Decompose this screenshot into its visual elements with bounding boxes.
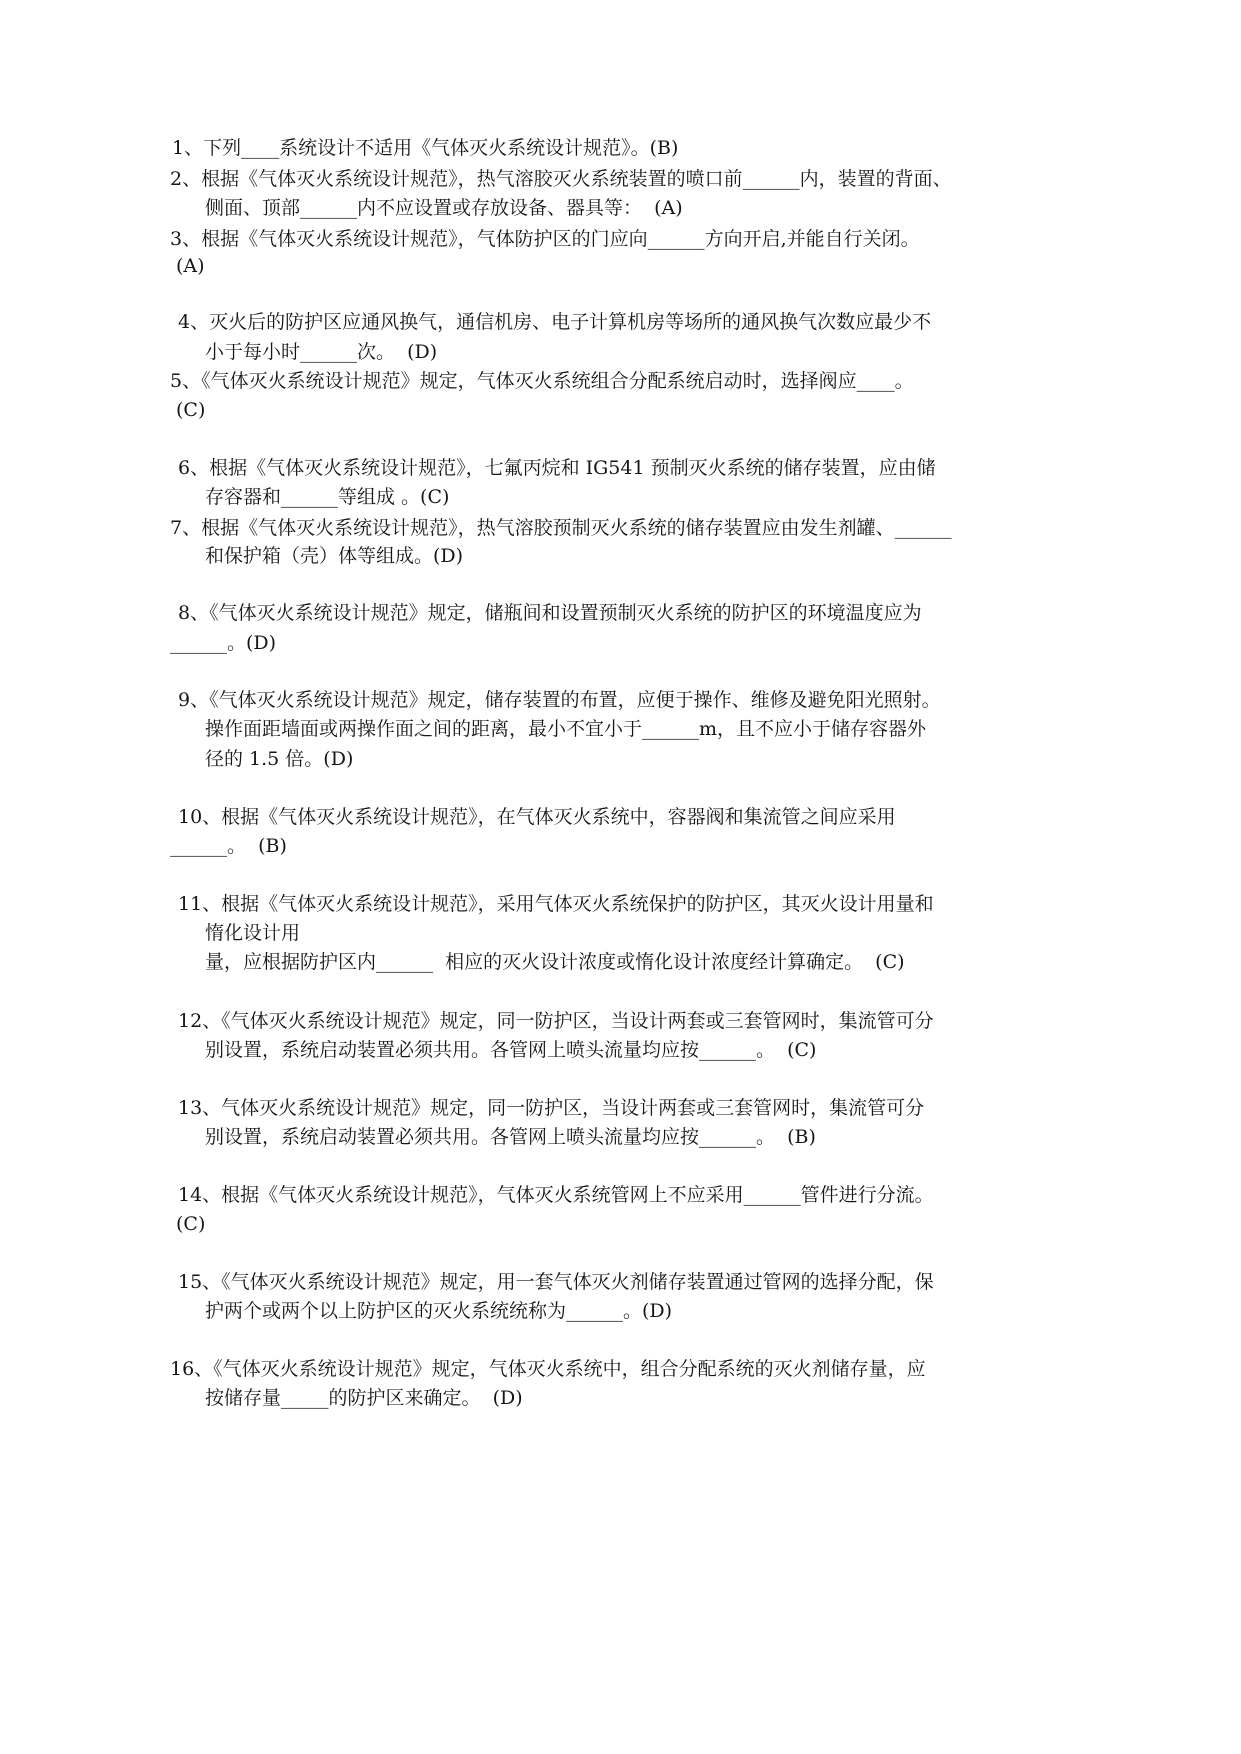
question-11-line-2: 惰化设计用 xyxy=(205,922,301,944)
question-14-line-2: (C) xyxy=(176,1213,206,1235)
question-11-line-3: 量，应根据防护区内______ 相应的灭火设计浓度或惰化设计浓度经计算确定。 (C) xyxy=(205,951,905,973)
question-8-line-1: 8、《气体灭火系统设计规范》规定，储瓶间和设置预制灭火系统的防护区的环境温度应为 xyxy=(178,602,922,624)
question-6-line-2: 存容器和______等组成 。(C) xyxy=(205,486,450,508)
question-16-line-2: 按储存量_____的防护区来确定。 (D) xyxy=(205,1387,523,1409)
question-13-line-1: 13、气体灭火系统设计规范》规定，同一防护区，当设计两套或三套管网时，集流管可分 xyxy=(178,1097,925,1119)
question-7-line-1: 7、根据《气体灭火系统设计规范》，热气溶胶预制灭火系统的储存装置应由发生剂罐、______ xyxy=(170,517,952,539)
question-4-line-2: 小于每小时______次。 (D) xyxy=(205,341,438,363)
question-10-line-2: ______。 (B) xyxy=(170,835,287,857)
question-15-line-2: 护两个或两个以上防护区的灭火系统统称为______。(D) xyxy=(205,1300,673,1322)
question-2-line-1: 2、根据《气体灭火系统设计规范》，热气溶胶灭火系统装置的喷口前______内，装置的背面、 xyxy=(170,168,952,190)
question-16-line-1: 16、《气体灭火系统设计规范》规定，气体灭火系统中，组合分配系统的灭火剂储存量，应 xyxy=(170,1358,926,1380)
question-1-line-1: 1、下列____系统设计不适用《气体灭火系统设计规范》。(B) xyxy=(172,137,679,159)
question-2-line-2: 侧面、顶部______内不应设置或存放设备、器具等： (A) xyxy=(205,197,683,219)
question-14-line-1: 14、根据《气体灭火系统设计规范》，气体灭火系统管网上不应采用______管件进行分流。 xyxy=(178,1184,934,1206)
question-4-line-1: 4、灭火后的防护区应通风换气，通信机房、电子计算机房等场所的通风换气次数应最少不 xyxy=(178,311,932,333)
question-8-line-2: ______。(D) xyxy=(170,632,277,654)
question-12-line-1: 12、《气体灭火系统设计规范》规定，同一防护区，当设计两套或三套管网时，集流管可分 xyxy=(178,1010,934,1032)
question-13-line-2: 别设置，系统启动装置必须共用。各管网上喷头流量均应按______。 (B) xyxy=(205,1126,816,1148)
question-3-line-1: 3、根据《气体灭火系统设计规范》，气体防护区的门应向______方向开启,并能自行关闭。 xyxy=(170,228,920,250)
question-11-line-1: 11、根据《气体灭火系统设计规范》，采用气体灭火系统保护的防护区，其灭火设计用量和 xyxy=(178,893,934,915)
question-5-line-2: (C) xyxy=(176,399,206,421)
question-9-line-1: 9、《气体灭火系统设计规范》规定，储存装置的布置，应便于操作、维修及避免阳光照射。 xyxy=(178,689,941,711)
question-15-line-1: 15、《气体灭火系统设计规范》规定，用一套气体灭火剂储存装置通过管网的选择分配，保 xyxy=(178,1271,934,1293)
question-5-line-1: 5、《气体灭火系统设计规范》规定，气体灭火系统组合分配系统启动时，选择阀应____。 xyxy=(170,370,914,392)
question-6-line-1: 6、根据《气体灭火系统设计规范》，七氟丙烷和 IG541 预制灭火系统的储存装置，应由储 xyxy=(178,457,936,479)
question-9-line-3: 径的 1.5 倍。(D) xyxy=(205,748,354,770)
question-3-line-2: (A) xyxy=(176,255,205,277)
question-12-line-2: 别设置，系统启动装置必须共用。各管网上喷头流量均应按______。 (C) xyxy=(205,1039,817,1061)
question-9-line-2: 操作面距墙面或两操作面之间的距离，最小不宜小于______m，且不应小于储存容器外 xyxy=(205,718,927,740)
question-7-line-2: 和保护箱（壳）体等组成。(D) xyxy=(205,545,464,567)
question-10-line-1: 10、根据《气体灭火系统设计规范》，在气体灭火系统中，容器阀和集流管之间应采用 xyxy=(178,806,896,828)
